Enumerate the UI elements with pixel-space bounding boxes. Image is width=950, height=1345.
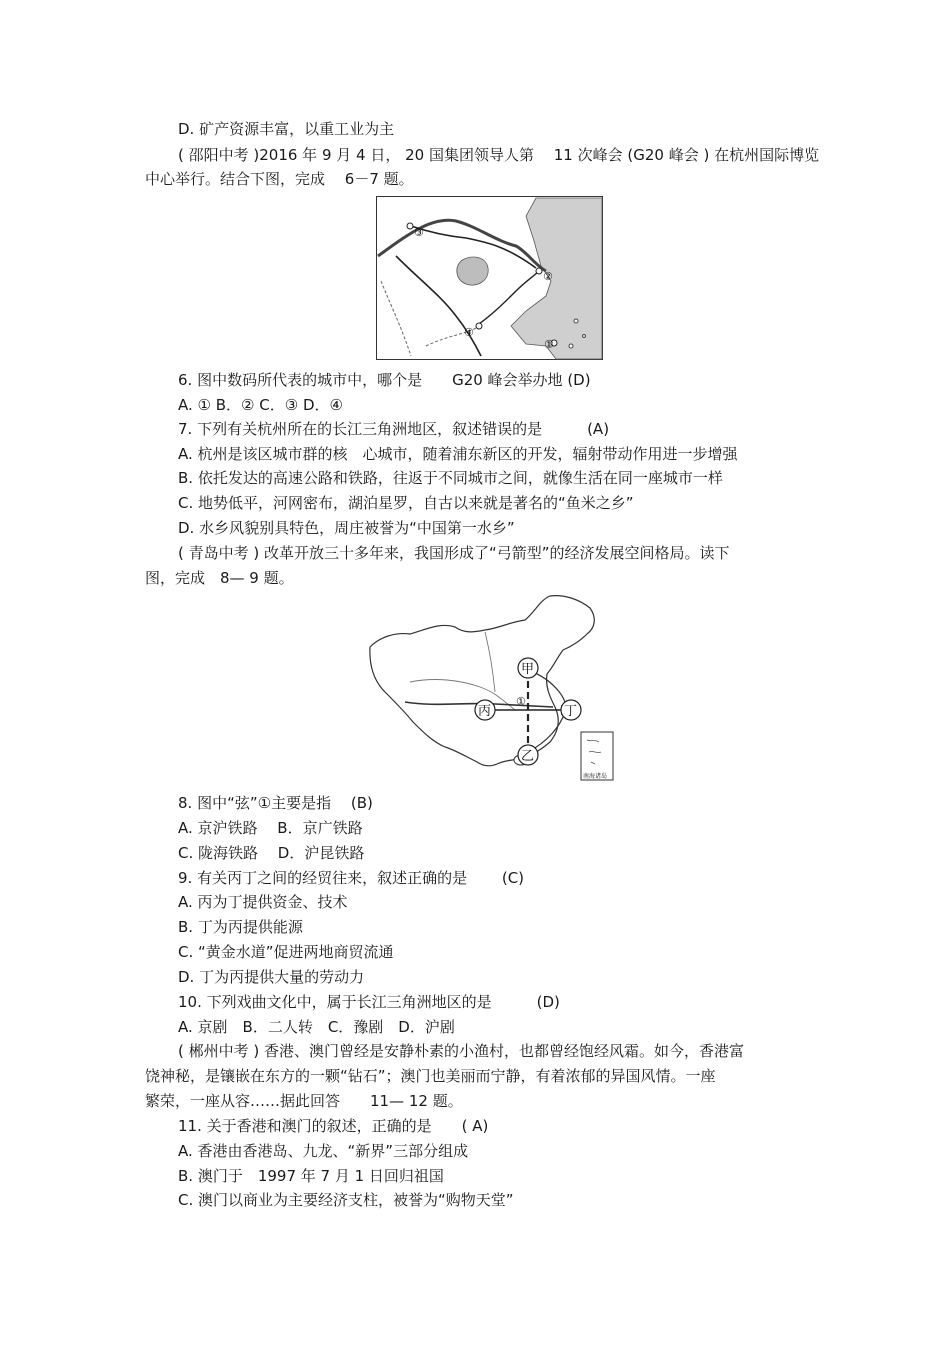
map2-label-yi: 乙 <box>521 749 535 764</box>
map2-label-bing: 丙 <box>478 704 492 719</box>
passage-chenzhou-line2: 饶神秘，是镶嵌在东方的一颗“钻石”；澳门也美丽而宁静，有着浓郁的异国风情。一座 <box>145 1067 716 1085</box>
q9-option-d: D. 丁为丙提供大量的劳动力 <box>178 968 365 986</box>
map1-marker-2: ② <box>543 270 553 283</box>
map1-marker-4: ④ <box>464 326 474 339</box>
q7-option-b: B. 依托发达的高速公路和铁路，往返于不同城市之间，就像生活在同一座城市一样 <box>178 469 723 487</box>
q7-stem: 7. 下列有关杭州所在的长江三角洲地区，叙述错误的是 (A) <box>178 420 610 438</box>
q6-stem: 6. 图中数码所代表的城市中，哪个是 G20 峰会举办地 (D) <box>178 371 591 389</box>
q11-stem: 11. 关于香港和澳门的叙述，正确的是 ( A) <box>178 1117 489 1135</box>
q11-option-c: C. 澳门以商业为主要经济支柱，被誉为“购物天堂” <box>178 1191 514 1209</box>
map2-label-jia: 甲 <box>521 662 535 677</box>
passage-shaoyang-line2: 中心举行。结合下图，完成 6－7 题。 <box>145 170 414 188</box>
q9-option-c: C. “黄金水道”促进两地商贸流通 <box>178 943 394 961</box>
map2-inset-caption: 南海诸岛 <box>583 773 608 780</box>
yangtze-delta-map <box>376 196 603 360</box>
q8-options-ab: A. 京沪铁路 B．京广铁路 <box>178 819 363 837</box>
map2-label-xian: ① <box>516 695 526 708</box>
q9-option-a: A. 丙为丁提供资金、技术 <box>178 893 348 911</box>
map1-marker-3: ③ <box>414 226 424 239</box>
map2-label-ding: 丁 <box>564 704 578 719</box>
q11-option-a: A. 香港由香港岛、九龙、“新界”三部分组成 <box>178 1142 469 1160</box>
q8-stem: 8. 图中“弦”①主要是指 (B) <box>178 794 373 812</box>
passage-chenzhou-line3: 繁荣，一座从容……据此回答 11— 12 题。 <box>145 1092 463 1110</box>
passage-shaoyang-line1: ( 邵阳中考 )2016 年 9 月 4 日， 20 国集团领导人第 11 次峰会 (G20 峰会 ) 在杭州国际博览 <box>178 146 820 164</box>
q8-options-cd: C. 陇海铁路 D．沪昆铁路 <box>178 844 365 862</box>
q11-option-b: B. 澳门于 1997 年 7 月 1 日回归祖国 <box>178 1167 444 1185</box>
q9-option-b: B. 丁为丙提供能源 <box>178 918 303 936</box>
q7-option-a: A. 杭州是该区城市群的核 心城市，随着浦东新区的开发，辐射带动作用进一步增强 <box>178 445 738 463</box>
map1-marker-1: ① <box>544 338 554 351</box>
q7-option-d: D. 水乡风貌别具特色，周庄被誉为“中国第一水乡” <box>178 519 515 537</box>
passage-qingdao-line1: ( 青岛中考 ) 改革开放三十多年来，我国形成了“弓箭型”的经济发展空间格局。读下 <box>178 544 730 562</box>
passage-qingdao-line2: 图，完成 8— 9 题。 <box>145 569 294 587</box>
q10-stem: 10. 下列戏曲文化中，属于长江三角洲地区的是 (D) <box>178 993 560 1011</box>
q10-options: A. 京剧 B．二人转 C．豫剧 D．沪剧 <box>178 1018 455 1036</box>
q9-stem: 9. 有关丙丁之间的经贸往来，叙述正确的是 (C) <box>178 869 525 887</box>
china-bow-arrow-map <box>365 592 617 784</box>
q6-options: A. ① B．② C．③ D．④ <box>178 396 343 414</box>
q7-option-c: C. 地势低平，河网密布，湖泊星罗，自古以来就是著名的“鱼米之乡” <box>178 494 634 512</box>
passage-chenzhou-line1: ( 郴州中考 ) 香港、澳门曾经是安静朴素的小渔村，也都曾经饱经风霜。如今，香港富 <box>178 1042 745 1060</box>
q5-option-d: D. 矿产资源丰富，以重工业为主 <box>178 120 395 138</box>
